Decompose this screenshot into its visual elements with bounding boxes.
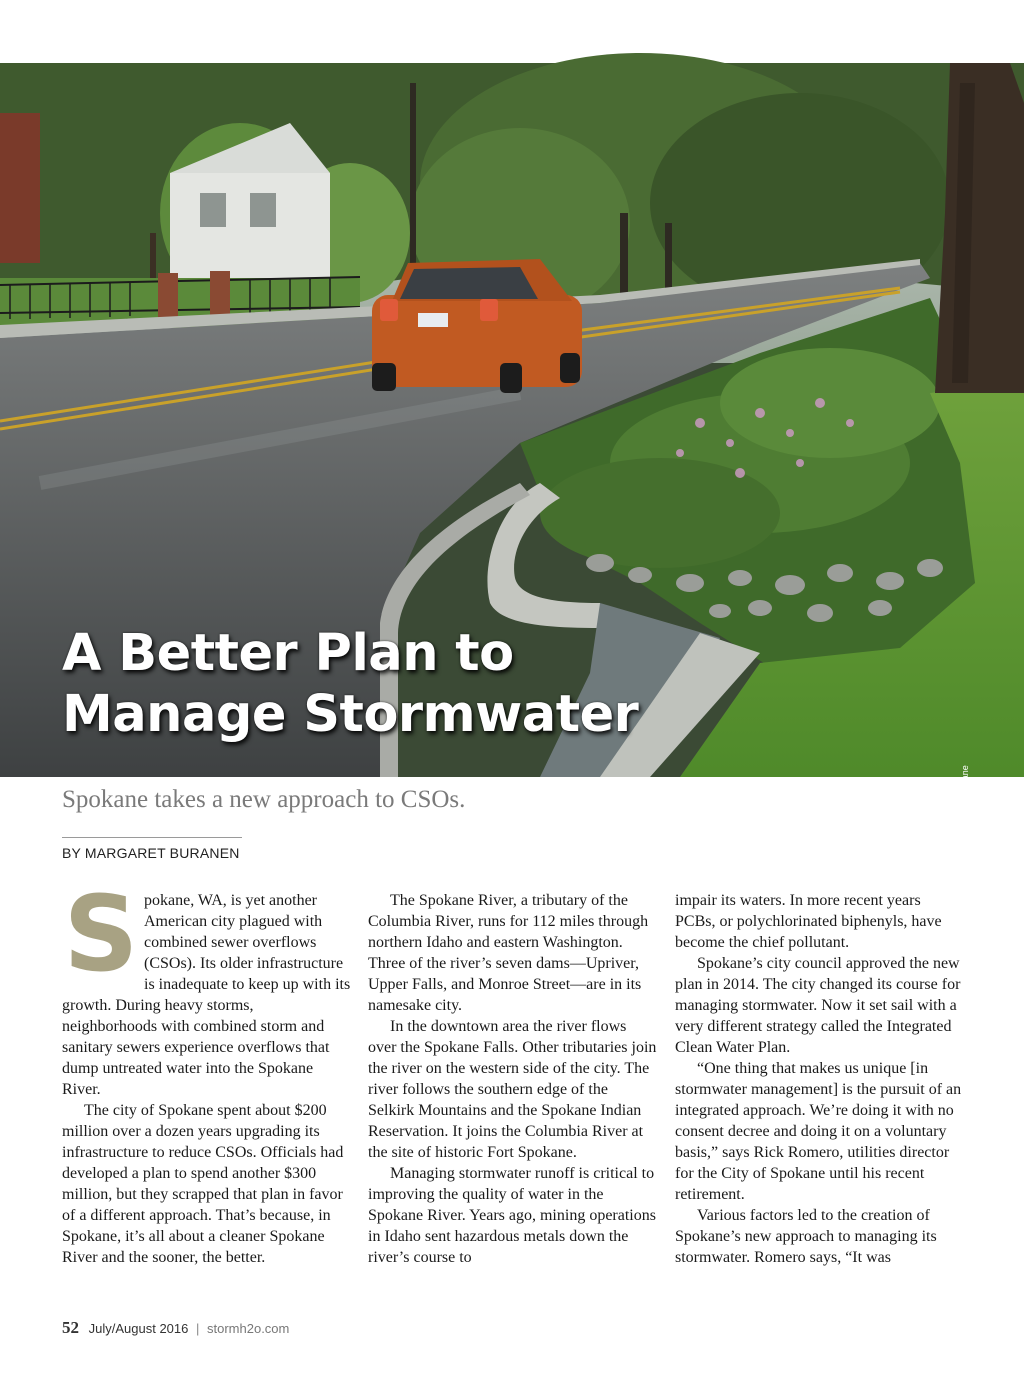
article-headline bbox=[62, 623, 638, 745]
body-column-3 bbox=[675, 890, 965, 1268]
page-footer bbox=[62, 1318, 289, 1338]
paragraph: “One thing that makes us unique [in stormwater management] is the pursuit of an integrated approach. We’re doing it with no consent decree and doing it on a voluntary basis,” says Rick Romero, utilities director for the City of Spokane until his recent retirement. bbox=[675, 1060, 962, 1203]
paragraph bbox=[62, 873, 352, 1100]
deck-divider bbox=[62, 837, 242, 838]
photo-credit-text: City of Spokane bbox=[960, 765, 970, 829]
headline-line-2: Manage Stormwater bbox=[62, 685, 639, 744]
headline-line-1: A Better Plan to bbox=[62, 624, 514, 683]
website-link[interactable]: stormh2o.com bbox=[207, 1321, 290, 1336]
orange-car bbox=[372, 259, 582, 393]
drop-cap: S bbox=[63, 873, 139, 995]
paragraph: Managing stormwater runoff is critical to improving the quality of water in the Spokane River. Years ago, mining operations in Idaho sent hazardous metals down the river’s course to bbox=[368, 1165, 656, 1266]
body-column-2 bbox=[368, 890, 658, 1268]
article-deck: Spokane takes a new approach to CSOs. bbox=[62, 786, 466, 813]
paragraph: impair its waters. In more recent years PCBs, or polychlorinated biphenyls, have become the chief pollutant. bbox=[675, 892, 942, 951]
paragraph: The Spokane River, a tributary of the Columbia River, runs for 112 miles through northern Idaho and eastern Washington. Three of the river’s seven dams—Upriver, Upper Falls, and Monroe Street—are in its namesake city. bbox=[368, 892, 649, 1014]
paragraph-text: pokane, WA, is yet another American city plagued with combined sewer overflows (CSOs). Its older infrastructure is inadequate to keep up with its growth. During heavy storms, neighborhoods with combined storm and sanitary sewers experience overflows that dump untreated water into the Spokane River. bbox=[62, 892, 351, 1098]
byline: BY MARGARET BURANEN bbox=[62, 845, 240, 861]
footer-separator: | bbox=[195, 1321, 200, 1336]
paragraph: In the downtown area the river flows over the Spokane Falls. Other tributaries join the river on the western side of the city. The river follows the southern edge of the Selkirk Mountains and the Spokane Indian Reservation. It joins the Columbia River at the site of historic Fort Spokane. bbox=[368, 1018, 657, 1161]
issue-date: July/August 2016 bbox=[88, 1321, 189, 1336]
photo-credit bbox=[958, 767, 972, 827]
paragraph: The city of Spokane spent about $200 million over a dozen years upgrading its infrastructure to reduce CSOs. Officials had developed a plan to spend another $300 million, but they scrapped that plan in favor of a different approach. That’s because, in Spokane, it’s all about a cleaner Spokane River and the sooner, the better. bbox=[62, 1102, 344, 1266]
paragraph: Various factors led to the creation of Spokane’s new approach to managing its stormwater. Romero says, “It was bbox=[675, 1207, 937, 1266]
paragraph: Spokane’s city council approved the new plan in 2014. The city changed its course for managing stormwater. Now it set sail with a very different strategy called the Integrated Clean Water Plan. bbox=[675, 955, 961, 1056]
page-number: 52 bbox=[62, 1318, 79, 1337]
body-column-1 bbox=[62, 873, 352, 1268]
